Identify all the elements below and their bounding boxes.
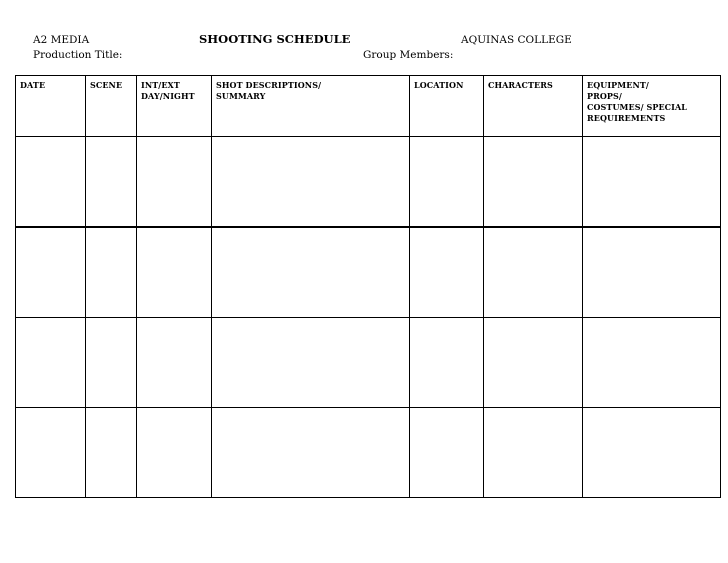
table-cell[interactable] (484, 137, 583, 228)
column-header-shot-descriptions (212, 76, 410, 137)
table-cell[interactable] (583, 227, 721, 318)
table-cell[interactable] (16, 408, 86, 498)
table-cell[interactable] (137, 227, 212, 318)
group-members-label: Group Members: (363, 49, 454, 61)
column-label: LOCATION (414, 80, 464, 90)
table-cell[interactable] (410, 408, 484, 498)
table-cell[interactable] (583, 408, 721, 498)
table-header-row (16, 76, 721, 137)
table-cell[interactable] (484, 318, 583, 408)
table-cell[interactable] (86, 227, 137, 318)
column-header-scene (86, 76, 137, 137)
table-cell[interactable] (16, 227, 86, 318)
column-label: SHOT DESCRIPTIONS/ SUMMARY (216, 80, 322, 101)
column-header-equipment (583, 76, 721, 137)
course-label: A2 MEDIA (33, 34, 90, 46)
column-label: INT/EXT DAY/NIGHT (141, 80, 195, 101)
table-cell[interactable] (212, 408, 410, 498)
column-label: SCENE (90, 80, 123, 90)
table-cell[interactable] (16, 318, 86, 408)
column-header-int-ext (137, 76, 212, 137)
table-cell[interactable] (484, 408, 583, 498)
table-cell[interactable] (212, 137, 410, 228)
column-label: DATE (20, 80, 46, 90)
production-title-label: Production Title: (33, 49, 123, 61)
table-cell[interactable] (137, 318, 212, 408)
table-cell[interactable] (86, 137, 137, 228)
table-cell[interactable] (212, 318, 410, 408)
column-label: EQUIPMENT/ PROPS/ COSTUMES/ SPECIAL REQUIREMENTS (587, 80, 688, 123)
table-cell[interactable] (410, 227, 484, 318)
column-header-characters (484, 76, 583, 137)
table-cell[interactable] (583, 137, 721, 228)
column-header-location (410, 76, 484, 137)
table-cell[interactable] (212, 227, 410, 318)
table-cell[interactable] (16, 137, 86, 228)
table-cell[interactable] (86, 318, 137, 408)
table-cell[interactable] (410, 137, 484, 228)
college-name: AQUINAS COLLEGE (461, 34, 572, 46)
table-cell[interactable] (86, 408, 137, 498)
table-cell[interactable] (137, 137, 212, 228)
table-cell[interactable] (410, 318, 484, 408)
shooting-schedule-table (15, 75, 721, 498)
table-cell[interactable] (484, 227, 583, 318)
column-label: CHARACTERS (488, 80, 553, 90)
page-title: SHOOTING SCHEDULE (199, 32, 351, 46)
table-row (16, 227, 721, 318)
table-cell[interactable] (583, 318, 721, 408)
table-row (16, 318, 721, 408)
table-row (16, 137, 721, 228)
column-header-date (16, 76, 86, 137)
table-cell[interactable] (137, 408, 212, 498)
table-row (16, 408, 721, 498)
